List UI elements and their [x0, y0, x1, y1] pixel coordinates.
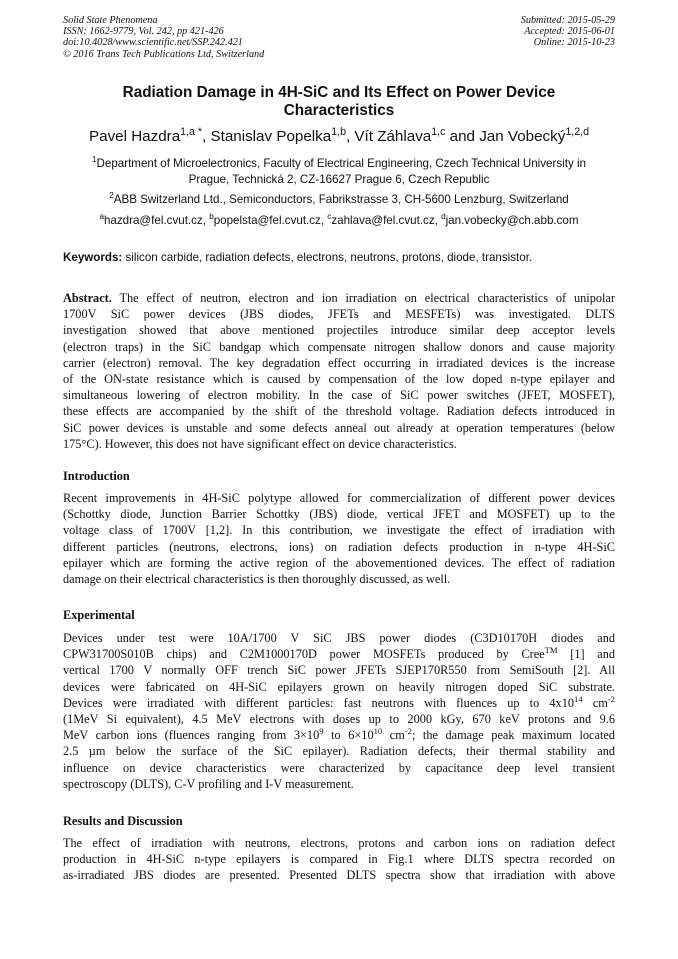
author-name: and Jan Vobecký [445, 128, 566, 145]
email-mark: b [209, 212, 214, 222]
body-line: The effect of irradiation with neutrons, electrons, protons and carbon ions on radiation defect [63, 836, 615, 850]
email-mark: a [99, 212, 104, 222]
affiliation-1 [63, 156, 615, 187]
section-heading-experimental: Experimental [63, 608, 135, 622]
email-link[interactable]: zahlava@fel.cvut.cz, [331, 214, 442, 227]
body-text: cm [582, 695, 608, 710]
body-line [63, 727, 615, 743]
body-line: Recent improvements in 4H-SiC polytype allowed for commercialization of different power devices [63, 491, 615, 505]
body-text: cm [382, 728, 405, 743]
exponent: 14 [574, 693, 583, 704]
abstract-line: carrier (electron) removal. The key degradation effect occurring in irradiated devices is the increase [63, 355, 615, 370]
author-name: , Stanislav Popelka [202, 128, 332, 145]
body-text: CPW31700S010B chips) and C2M1000170D power MOSFETs produced by Cree [63, 647, 545, 662]
abstract [63, 290, 615, 452]
body-text: Devices were irradiated with different particles: fast neutrons with fluences up to 4x10 [63, 695, 575, 710]
abstract-line: SiC power devices is unstable and some defects anneal out already at operation temperatures (below [63, 420, 615, 435]
accepted-date: Accepted: 2015-06-01 [524, 26, 615, 38]
email-link[interactable]: hazdra@fel.cvut.cz, [103, 214, 210, 227]
title-line-2: Characteristics [283, 102, 395, 119]
keywords-label: Keywords: [63, 251, 123, 264]
abstract-line [63, 290, 615, 306]
body-line: 2.5 µm below the surface of the SiC epilayer). Radiation defects, their thermal stability and [63, 744, 615, 759]
submitted-date: Submitted: 2015-05-29 [520, 15, 615, 26]
body-line: devices were fabricated on 4H-SiC epilayers grown on heavily nitrogen doped SiC substrate. [63, 679, 615, 694]
email-mark: c [327, 212, 332, 222]
body-line: (Schottky diode, Junction Barrier Schottky (JBS) diode, vertical JFET and MOSFET) up to the [63, 507, 615, 522]
section-heading-introduction: Introduction [63, 469, 130, 483]
body-line: vertical 1700 V normally OFF trench SiC power JFETs SJEP170R550 from SemiSouth [2]. All [63, 663, 615, 678]
title-line-1: Radiation Damage in 4H-SiC and Its Effect on Power Device [122, 84, 556, 101]
introduction-body [63, 490, 615, 587]
journal-name: Solid State Phenomena [63, 15, 158, 26]
exponent: -2 [607, 693, 615, 704]
paper-title [70, 84, 608, 120]
doi-line: doi:10.4028/www.scientific.net/SSP.242.421 [63, 37, 243, 49]
abstract-text: The effect of neutron, electron and ion irradiation on electrical characteristics of unipolar [111, 291, 615, 305]
journal-info [63, 15, 264, 60]
author-affiliation-mark: 1,b [331, 125, 346, 138]
affiliation-number: 2 [109, 191, 114, 201]
affiliation-number: 1 [91, 155, 97, 165]
abstract-line: these effects are accompanied by the shift of the threshold voltage. Radiation defects introduced in [63, 404, 615, 419]
keywords-text: silicon carbide, radiation defects, electrons, neutrons, protons, diode, transistor. [122, 251, 533, 264]
issn-line: ISSN: 1662-9779, Vol. 242, pp 421-426 [63, 26, 224, 38]
body-line: influence on device characteristics were characterized by capacitance deep level transient [63, 760, 615, 775]
abstract-line: (electron traps) in the SiC bandgap which compensate nitrogen shallow donors and cause majority [63, 339, 615, 354]
experimental-body [63, 630, 615, 792]
results-body [63, 835, 615, 884]
trademark-mark: TM [544, 645, 558, 656]
body-line: (1MeV Si equivalent), 4.5 MeV electrons with doses up to 2000 kGy, 670 keV protons and 9.6 [63, 711, 615, 726]
body-line: voltage class of 1700V [1,2]. In this contribution, we investigate the effect of irradiation with [63, 523, 615, 538]
exponent: 10 [373, 726, 383, 737]
abstract-line: investigation showed that above mentioned projectiles introduce similar deep acceptor levels [63, 323, 615, 338]
body-text: to 6×10 [323, 728, 374, 743]
abstract-line: 1700V SiC power devices (JBS diodes, JFETs and MESFETs) was investigated. DLTS [63, 307, 615, 322]
abstract-line: simultaneous lowering of electron mobility. In the case of SiC power switches (JFET, MOSFET), [63, 388, 615, 403]
submission-dates [521, 15, 615, 49]
author-affiliation-mark: 1,a * [180, 125, 203, 138]
abstract-line: of the ON-state resistance which is caused by compensation of the low doped n-type epilayer and [63, 371, 615, 386]
affiliation-2 [63, 192, 615, 208]
keywords [63, 250, 615, 265]
author-name: Pavel Hazdra [89, 128, 181, 145]
section-heading-results: Results and Discussion [63, 814, 183, 828]
body-line: spectroscopy (DLTS), C-V profiling and I-V measurement. [63, 776, 354, 791]
author-list [40, 125, 638, 146]
body-text: ; the damage peak maximum located [411, 728, 615, 743]
body-line: damage on their electrical characteristics is then thoroughly discussed, as well. [63, 571, 451, 586]
copyright-line: © 2016 Trans Tech Publications Ltd, Switzerland [63, 48, 265, 60]
exponent: -2 [404, 726, 412, 737]
abstract-label: Abstract. [63, 291, 112, 305]
email-mark: d [441, 212, 446, 222]
affiliation-text: Prague, Technická 2, CZ-16627 Prague 6, Czech Republic [188, 172, 490, 186]
exponent: 9 [319, 726, 324, 737]
affiliation-text: ABB Switzerland Ltd., Semiconductors, Fabrikstrasse 3, CH-5600 Lenzburg, Switzerland [113, 193, 569, 206]
body-text: [1] and [557, 647, 615, 662]
body-line: Devices under test were 10A/1700 V SiC JBS power diodes (C3D10170H diodes and [63, 631, 615, 645]
body-line [63, 646, 615, 662]
body-line: different particles (neutrons, electrons, ions) on radiation defects production in n-type 4H-SiC [63, 539, 615, 554]
email-link[interactable]: popelsta@fel.cvut.cz, [213, 214, 328, 227]
body-line: as-irradiated JBS diodes are presented. Presented DLTS spectra show that irradiation with above [63, 868, 615, 883]
author-affiliation-mark: 1,2,d [565, 125, 589, 138]
body-text: MeV carbon ions (fluences ranging from 3×10 [63, 728, 320, 743]
abstract-line: 175°C). However, this does not have significant effect on device characteristics. [63, 436, 457, 451]
author-affiliation-mark: 1,c [431, 125, 446, 138]
author-emails [63, 213, 615, 229]
affiliation-text: Department of Microelectronics, Faculty of Electrical Engineering, Czech Technical University in [96, 157, 587, 170]
body-line: production in 4H-SiC n-type epilayers is compared in Fig.1 where DLTS spectra recorded on [63, 852, 615, 867]
body-line: epilayer which are forming the active region of the abovementioned devices. The effect of radiation [63, 555, 615, 570]
body-line [63, 695, 615, 711]
online-date: Online: 2015-10-23 [533, 37, 615, 49]
email-link[interactable]: jan.vobecky@ch.abb.com [445, 214, 579, 227]
author-name: , Vít Záhlava [345, 128, 432, 145]
